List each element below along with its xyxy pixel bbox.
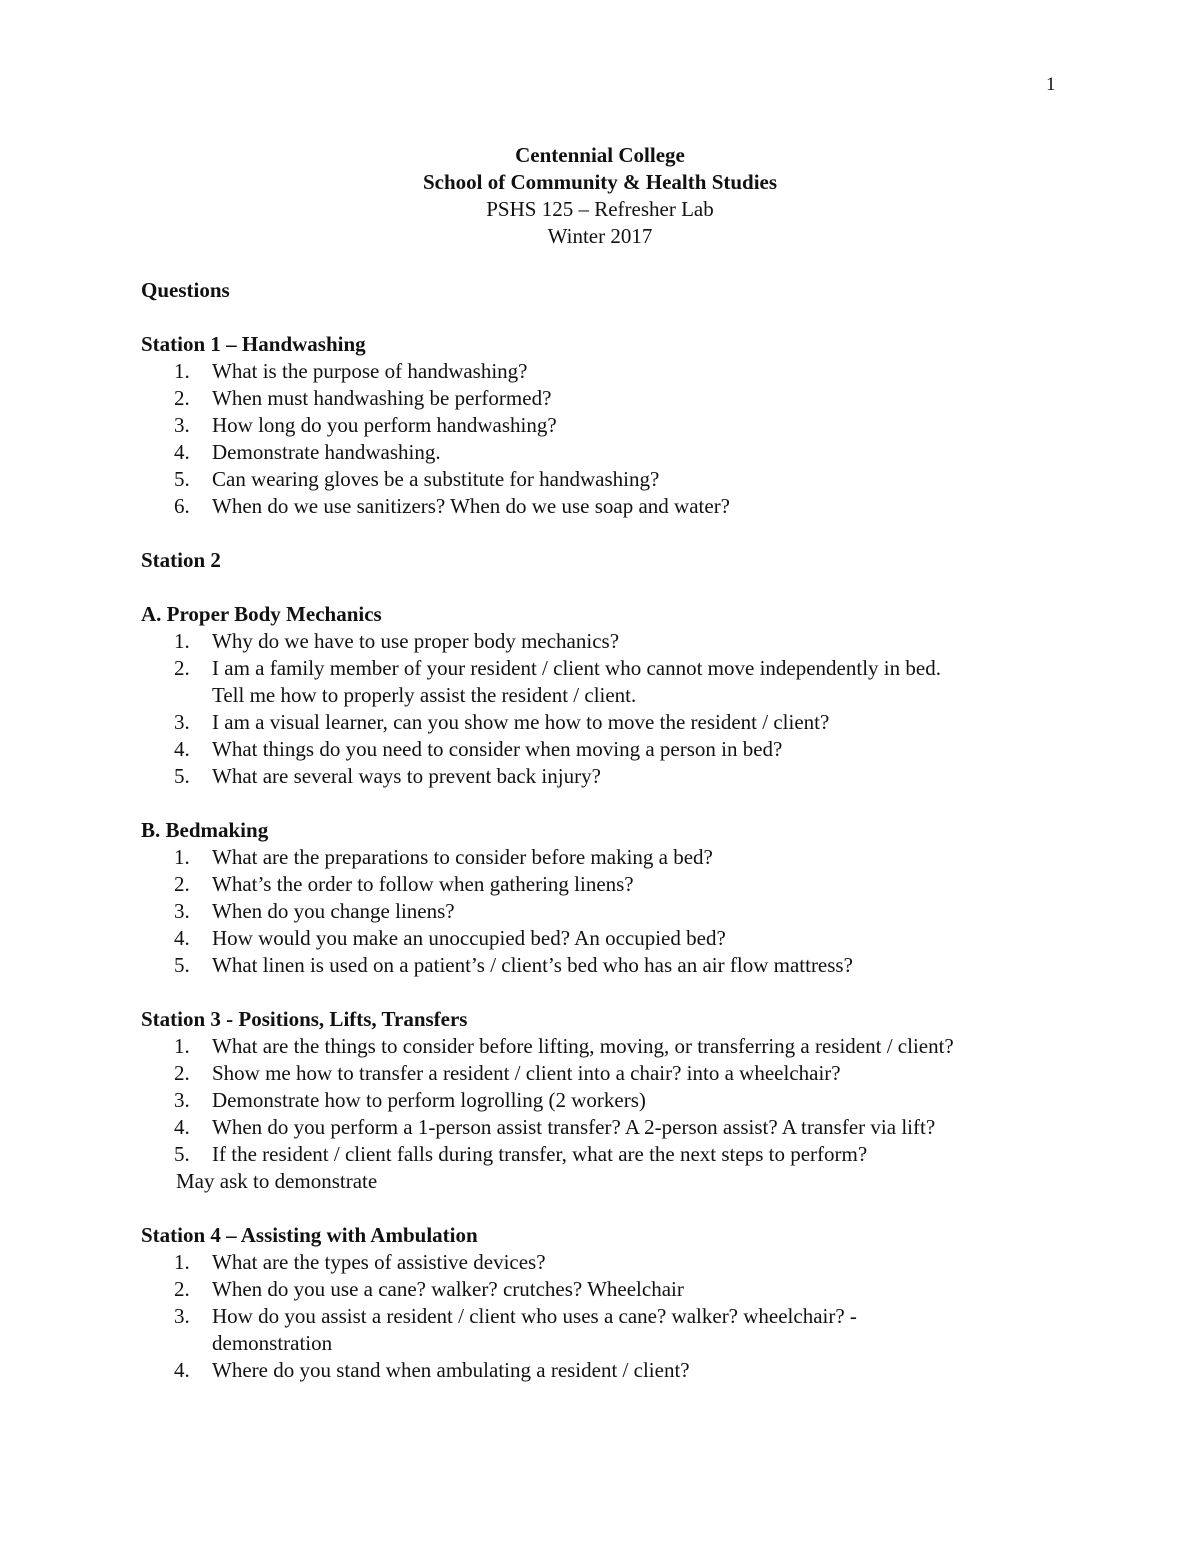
item-text-continued: Tell me how to properly assist the resident / client. [212,683,637,707]
item-text: What are the preparations to consider before making a bed? [212,845,713,869]
bedmaking-list [141,844,1101,979]
item-text: I am a visual learner, can you show me how to move the resident / client? [212,710,830,734]
item-number: 1. [174,1250,190,1274]
questions-content [141,277,1101,1384]
item-number: 2. [174,656,190,680]
list-item [141,466,1101,493]
item-text: How long do you perform handwashing? [212,413,557,437]
list-item [141,844,1101,871]
list-item [141,1303,1101,1357]
item-number: 4. [174,1115,190,1139]
document-header [0,142,1200,250]
list-item [141,763,1101,790]
course-title: PSHS 125 – Refresher Lab [486,197,714,221]
station-4-heading: Station 4 – Assisting with Ambulation [141,1223,478,1247]
item-number: 5. [174,764,190,788]
list-item [141,412,1101,439]
item-number: 3. [174,413,190,437]
item-number: 1. [174,629,190,653]
item-text: How would you make an unoccupied bed? An occupied bed? [212,926,726,950]
list-item [141,628,1101,655]
body-mechanics-heading: A. Proper Body Mechanics [141,602,382,626]
item-text: When do you use a cane? walker? crutches? Wheelchair [212,1277,684,1301]
item-number: 2. [174,1277,190,1301]
station-2-heading: Station 2 [141,548,221,572]
college-name: Centennial College [515,143,685,167]
item-text: Demonstrate how to perform logrolling (2 workers) [212,1088,646,1112]
item-number: 3. [174,899,190,923]
item-number: 3. [174,710,190,734]
item-text: When must handwashing be performed? [212,386,552,410]
list-item [141,493,1101,520]
item-text: How do you assist a resident / client who uses a cane? walker? wheelchair? - [212,1304,857,1328]
item-number: 2. [174,1061,190,1085]
item-number: 4. [174,1358,190,1382]
item-number: 1. [174,845,190,869]
item-text: What are the things to consider before lifting, moving, or transferring a resident / client? [212,1034,954,1058]
page-number: 1 [1046,74,1056,95]
item-text: What are the types of assistive devices? [212,1250,546,1274]
item-number: 4. [174,440,190,464]
item-number: 2. [174,386,190,410]
item-text: Demonstrate handwashing. [212,440,441,464]
list-item [141,1033,1101,1060]
list-item [141,1114,1101,1141]
item-text: Why do we have to use proper body mechanics? [212,629,620,653]
item-text: I am a family member of your resident / client who cannot move independently in bed. [212,656,941,680]
item-text: When do we use sanitizers? When do we use soap and water? [212,494,731,518]
list-item [141,1141,1101,1168]
list-item [141,1060,1101,1087]
item-number: 2. [174,872,190,896]
station-4-list [141,1249,1101,1384]
station-3-heading: Station 3 - Positions, Lifts, Transfers [141,1007,468,1031]
item-text: What linen is used on a patient’s / client’s bed who has an air flow mattress? [212,953,853,977]
item-text: When do you perform a 1-person assist transfer? A 2-person assist? A transfer via lift? [212,1115,936,1139]
station-1-list [141,358,1101,520]
item-text: What things do you need to consider when moving a person in bed? [212,737,783,761]
item-number: 4. [174,926,190,950]
list-item [141,358,1101,385]
item-number: 1. [174,359,190,383]
item-text: Show me how to transfer a resident / client into a chair? into a wheelchair? [212,1061,841,1085]
item-text: What is the purpose of handwashing? [212,359,528,383]
item-text: If the resident / client falls during transfer, what are the next steps to perform? [212,1142,868,1166]
item-text: When do you change linens? [212,899,455,923]
item-number: 6. [174,494,190,518]
questions-heading: Questions [141,278,230,302]
item-number: 5. [174,1142,190,1166]
bedmaking-heading: B. Bedmaking [141,818,269,842]
item-number: 3. [174,1088,190,1112]
list-item [141,1276,1101,1303]
list-item [141,1357,1101,1384]
list-item [141,1087,1101,1114]
list-item [141,925,1101,952]
item-text-continued: demonstration [212,1331,333,1355]
item-text: What’s the order to follow when gathering linens? [212,872,634,896]
item-number: 4. [174,737,190,761]
list-item [141,736,1101,763]
station-1-heading: Station 1 – Handwashing [141,332,366,356]
list-item [141,439,1101,466]
list-item [141,1249,1101,1276]
body-mechanics-list [141,628,1101,790]
item-number: 5. [174,467,190,491]
list-item [141,709,1101,736]
item-text: Where do you stand when ambulating a resident / client? [212,1358,690,1382]
item-text: Can wearing gloves be a substitute for handwashing? [212,467,660,491]
item-number: 3. [174,1304,190,1328]
station-3-list [141,1033,1101,1168]
station-3-note: May ask to demonstrate [176,1169,378,1193]
term: Winter 2017 [547,224,653,248]
list-item [141,898,1101,925]
list-item [141,952,1101,979]
item-number: 5. [174,953,190,977]
list-item [141,655,1101,709]
list-item [141,385,1101,412]
list-item [141,871,1101,898]
school-name: School of Community & Health Studies [422,170,778,194]
item-number: 1. [174,1034,190,1058]
item-text: What are several ways to prevent back injury? [212,764,601,788]
